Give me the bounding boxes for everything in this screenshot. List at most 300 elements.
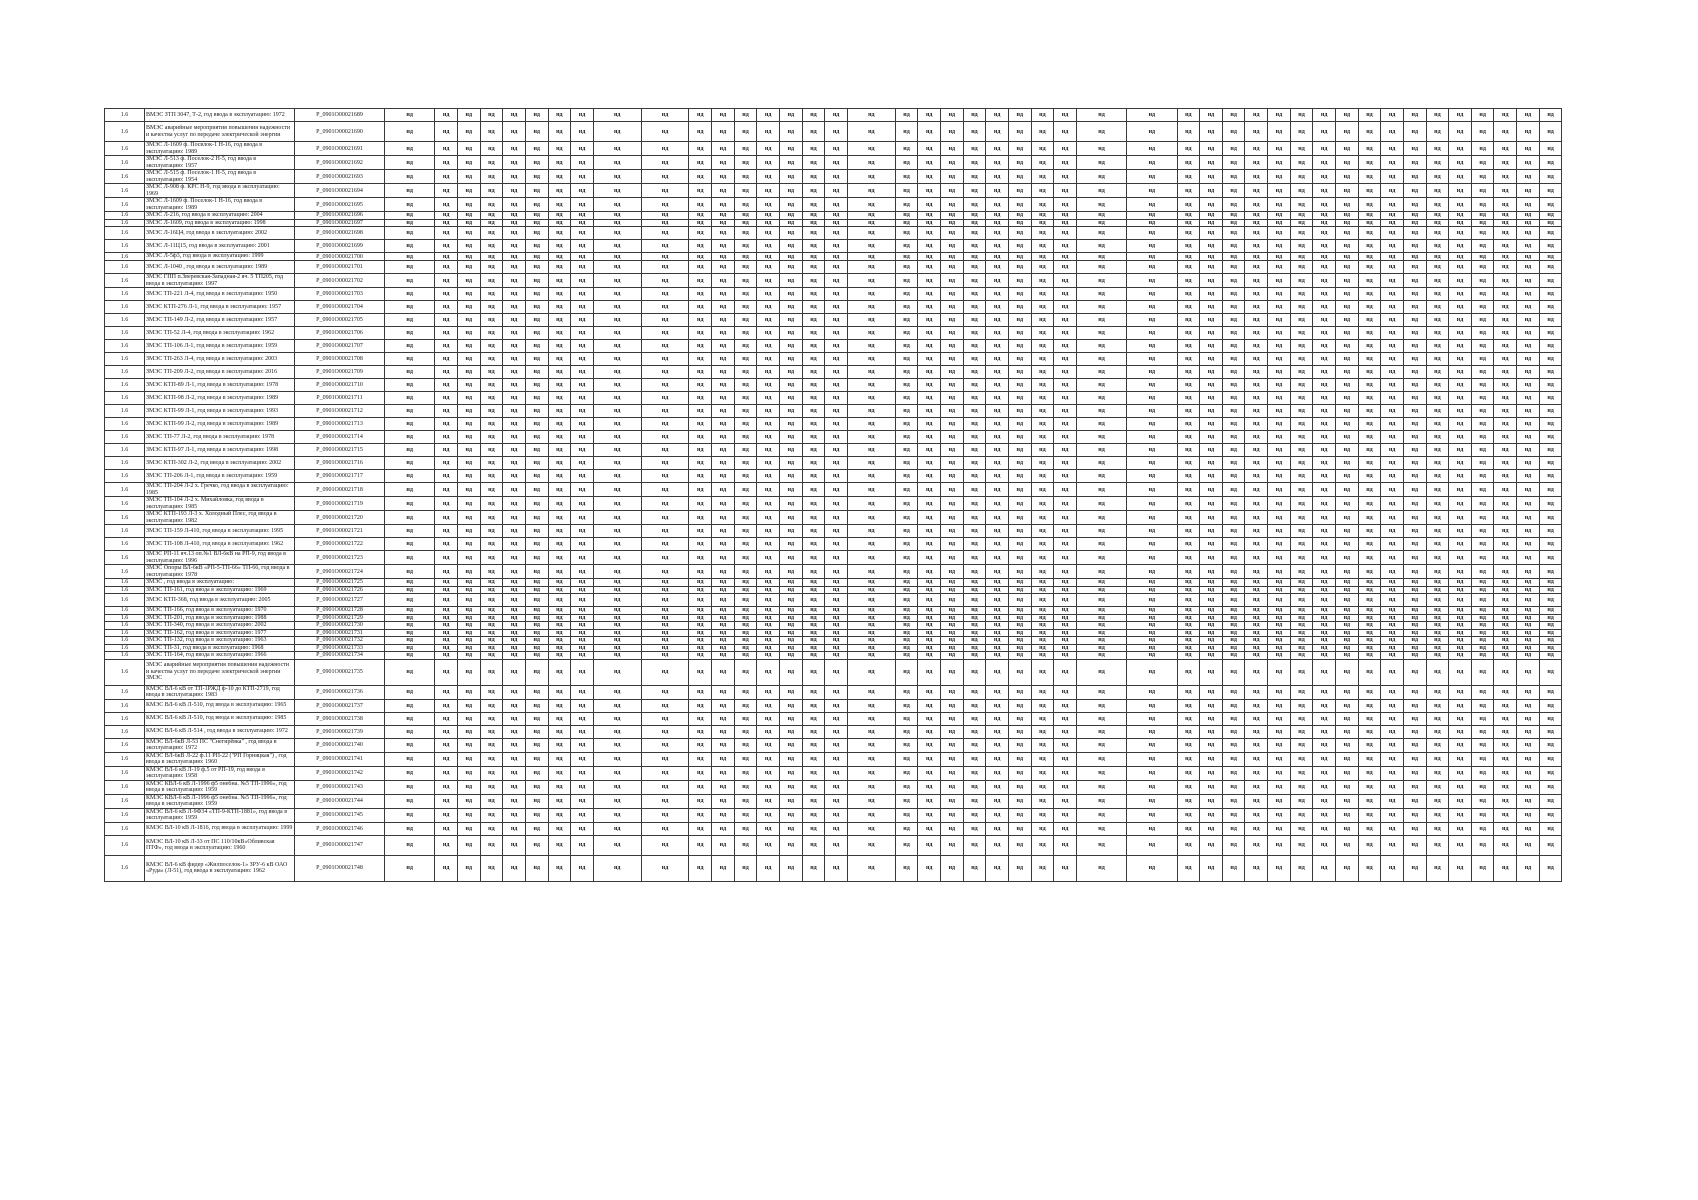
- value-cell: нд: [712, 579, 735, 587]
- value-cell: нд: [1076, 261, 1126, 274]
- value-cell: нд: [1426, 629, 1449, 637]
- value-cell: нд: [712, 405, 735, 418]
- value-cell: нд: [1336, 431, 1359, 444]
- value-cell: нд: [734, 405, 757, 418]
- value-cell: нд: [1471, 699, 1494, 712]
- row-index: 1.6: [105, 579, 145, 587]
- table-row: [105, 170, 1562, 184]
- value-cell: нд: [986, 340, 1009, 353]
- value-cell: нд: [918, 240, 941, 253]
- value-cell: нд: [435, 314, 458, 327]
- value-cell: нд: [757, 586, 780, 594]
- value-cell: нд: [480, 780, 503, 794]
- value-cell: нд: [1403, 579, 1426, 587]
- value-cell: нд: [918, 212, 941, 220]
- value-cell: нд: [712, 392, 735, 405]
- value-cell: нд: [1336, 366, 1359, 379]
- value-cell: нд: [641, 184, 689, 198]
- value-cell: нд: [571, 594, 594, 607]
- value-cell: нд: [1471, 431, 1494, 444]
- value-cell: нд: [1200, 794, 1223, 808]
- project-name: ЗМЭС ТП-104 Л-2 х. Михайловка, год ввода в эксплуатацию: 1985: [145, 497, 295, 511]
- value-cell: нд: [503, 253, 526, 261]
- value-cell: нд: [712, 198, 735, 212]
- value-cell: нд: [895, 170, 918, 184]
- value-cell: нд: [1381, 725, 1404, 738]
- value-cell: нд: [963, 109, 986, 122]
- value-cell: нд: [847, 340, 895, 353]
- value-cell: нд: [1449, 184, 1472, 198]
- value-cell: нд: [1245, 614, 1268, 622]
- value-cell: нд: [1517, 629, 1540, 637]
- value-cell: нд: [1403, 444, 1426, 457]
- value-cell: нд: [435, 483, 458, 497]
- value-cell: нд: [986, 586, 1009, 594]
- value-cell: нд: [1426, 366, 1449, 379]
- value-cell: нд: [780, 431, 803, 444]
- value-cell: нд: [1517, 607, 1540, 615]
- value-cell: нд: [641, 752, 689, 766]
- value-cell: нд: [435, 766, 458, 780]
- value-cell: нд: [941, 170, 964, 184]
- project-name: ЗМЭС Л-1609 ф. Поселок-1 Н-16, год ввода в эксплуатацию: 1989: [145, 198, 295, 212]
- value-cell: нд: [503, 470, 526, 483]
- value-cell: нд: [1539, 314, 1562, 327]
- value-cell: нд: [1403, 156, 1426, 170]
- value-cell: нд: [385, 712, 435, 725]
- value-cell: нд: [1127, 340, 1177, 353]
- value-cell: нд: [641, 227, 689, 240]
- value-cell: нд: [986, 629, 1009, 637]
- value-cell: нд: [641, 392, 689, 405]
- value-cell: нд: [571, 301, 594, 314]
- value-cell: нд: [757, 780, 780, 794]
- value-cell: нд: [1031, 219, 1054, 227]
- value-cell: нд: [1336, 659, 1359, 685]
- value-cell: нд: [963, 253, 986, 261]
- value-cell: нд: [1358, 525, 1381, 538]
- value-cell: нд: [525, 607, 548, 615]
- value-cell: нд: [1449, 366, 1472, 379]
- value-cell: нд: [1177, 822, 1200, 835]
- value-cell: нд: [847, 579, 895, 587]
- value-cell: нд: [525, 418, 548, 431]
- value-cell: нд: [1358, 685, 1381, 699]
- value-cell: нд: [941, 607, 964, 615]
- value-cell: нд: [1008, 327, 1031, 340]
- value-cell: нд: [1222, 808, 1245, 822]
- table-row: [105, 327, 1562, 340]
- value-cell: нд: [1449, 579, 1472, 587]
- value-cell: нд: [1403, 366, 1426, 379]
- value-cell: нд: [593, 712, 641, 725]
- value-cell: нд: [963, 766, 986, 780]
- value-cell: нд: [1449, 327, 1472, 340]
- value-cell: нд: [1290, 261, 1313, 274]
- project-code: P_0901O00021723: [295, 551, 385, 565]
- value-cell: нд: [1177, 353, 1200, 366]
- value-cell: нд: [941, 274, 964, 288]
- value-cell: нд: [1449, 738, 1472, 752]
- value-cell: нд: [1381, 219, 1404, 227]
- value-cell: нд: [548, 497, 571, 511]
- project-name: ЗМЭС ТП-159 Л-410, год ввода в эксплуатацию: 1995: [145, 525, 295, 538]
- value-cell: нд: [1031, 835, 1054, 855]
- value-cell: нд: [847, 379, 895, 392]
- value-cell: нд: [847, 470, 895, 483]
- value-cell: нд: [457, 366, 480, 379]
- value-cell: нд: [1177, 607, 1200, 615]
- value-cell: нд: [941, 156, 964, 170]
- value-cell: нд: [734, 855, 757, 881]
- value-cell: нд: [1290, 565, 1313, 579]
- value-cell: нд: [1539, 586, 1562, 594]
- value-cell: нд: [825, 274, 848, 288]
- value-cell: нд: [1471, 392, 1494, 405]
- value-cell: нд: [941, 659, 964, 685]
- value-cell: нд: [457, 738, 480, 752]
- value-cell: нд: [1449, 418, 1472, 431]
- value-cell: нд: [1268, 685, 1291, 699]
- value-cell: нд: [1336, 738, 1359, 752]
- value-cell: нд: [1290, 274, 1313, 288]
- value-cell: нд: [593, 511, 641, 525]
- value-cell: нд: [1177, 198, 1200, 212]
- value-cell: нд: [986, 288, 1009, 301]
- value-cell: нд: [641, 327, 689, 340]
- value-cell: нд: [1494, 109, 1517, 122]
- row-index: 1.6: [105, 288, 145, 301]
- value-cell: нд: [734, 227, 757, 240]
- value-cell: нд: [1031, 586, 1054, 594]
- value-cell: нд: [1426, 227, 1449, 240]
- value-cell: нд: [689, 170, 712, 184]
- project-name: ЗМЭС Л-1609 ф. Посвлок-1 Н-16, год ввода в эксплуатацию: 1989: [145, 142, 295, 156]
- value-cell: нд: [1008, 483, 1031, 497]
- value-cell: нд: [1177, 227, 1200, 240]
- value-cell: нд: [1449, 822, 1472, 835]
- value-cell: нд: [385, 538, 435, 551]
- value-cell: нд: [593, 470, 641, 483]
- value-cell: нд: [1200, 835, 1223, 855]
- project-code: P_0901O00021702: [295, 274, 385, 288]
- value-cell: нд: [1426, 327, 1449, 340]
- value-cell: нд: [1031, 637, 1054, 645]
- value-cell: нд: [435, 353, 458, 366]
- project-code: P_0901O00021744: [295, 794, 385, 808]
- project-code: P_0901O00021721: [295, 525, 385, 538]
- value-cell: нд: [571, 261, 594, 274]
- value-cell: нд: [1200, 340, 1223, 353]
- value-cell: нд: [734, 808, 757, 822]
- value-cell: нд: [1245, 170, 1268, 184]
- value-cell: нд: [593, 301, 641, 314]
- value-cell: нд: [1539, 170, 1562, 184]
- value-cell: нд: [1127, 579, 1177, 587]
- value-cell: нд: [1471, 579, 1494, 587]
- value-cell: нд: [825, 184, 848, 198]
- value-cell: нд: [1076, 614, 1126, 622]
- value-cell: нд: [1031, 212, 1054, 220]
- value-cell: нд: [593, 457, 641, 470]
- value-cell: нд: [571, 444, 594, 457]
- value-cell: нд: [1268, 392, 1291, 405]
- value-cell: нд: [548, 261, 571, 274]
- value-cell: нд: [847, 794, 895, 808]
- value-cell: нд: [1177, 431, 1200, 444]
- value-cell: нд: [1517, 586, 1540, 594]
- value-cell: нд: [1054, 470, 1077, 483]
- value-cell: нд: [734, 835, 757, 855]
- value-cell: нд: [1403, 198, 1426, 212]
- value-cell: нд: [1177, 738, 1200, 752]
- value-cell: нд: [1008, 184, 1031, 198]
- value-cell: нд: [435, 607, 458, 615]
- value-cell: нд: [963, 538, 986, 551]
- value-cell: нд: [895, 240, 918, 253]
- value-cell: нд: [1517, 184, 1540, 198]
- value-cell: нд: [571, 405, 594, 418]
- value-cell: нд: [1177, 685, 1200, 699]
- value-cell: нд: [1222, 212, 1245, 220]
- value-cell: нд: [1031, 109, 1054, 122]
- value-cell: нд: [503, 418, 526, 431]
- value-cell: нд: [941, 227, 964, 240]
- value-cell: нд: [1290, 511, 1313, 525]
- value-cell: нд: [1358, 780, 1381, 794]
- value-cell: нд: [895, 855, 918, 881]
- value-cell: нд: [503, 594, 526, 607]
- value-cell: нд: [548, 738, 571, 752]
- value-cell: нд: [1336, 261, 1359, 274]
- value-cell: нд: [593, 288, 641, 301]
- value-cell: нд: [1222, 822, 1245, 835]
- value-cell: нд: [435, 340, 458, 353]
- value-cell: нд: [593, 253, 641, 261]
- value-cell: нд: [457, 327, 480, 340]
- value-cell: нд: [480, 659, 503, 685]
- value-cell: нд: [918, 170, 941, 184]
- value-cell: нд: [1245, 579, 1268, 587]
- value-cell: нд: [941, 431, 964, 444]
- value-cell: нд: [1008, 170, 1031, 184]
- value-cell: нд: [1381, 699, 1404, 712]
- value-cell: нд: [963, 644, 986, 652]
- value-cell: нд: [918, 444, 941, 457]
- value-cell: нд: [457, 551, 480, 565]
- value-cell: нд: [1313, 794, 1336, 808]
- value-cell: нд: [895, 614, 918, 622]
- value-cell: нд: [986, 579, 1009, 587]
- value-cell: нд: [689, 511, 712, 525]
- value-cell: нд: [1008, 685, 1031, 699]
- project-code: P_0901O00021741: [295, 752, 385, 766]
- value-cell: нд: [1200, 261, 1223, 274]
- value-cell: нд: [1222, 253, 1245, 261]
- value-cell: нд: [480, 379, 503, 392]
- value-cell: нд: [734, 614, 757, 622]
- value-cell: нд: [734, 565, 757, 579]
- value-cell: нд: [1076, 822, 1126, 835]
- value-cell: нд: [986, 431, 1009, 444]
- value-cell: нд: [757, 565, 780, 579]
- value-cell: нд: [1054, 586, 1077, 594]
- value-cell: нд: [385, 353, 435, 366]
- value-cell: нд: [1200, 614, 1223, 622]
- value-cell: нд: [1245, 712, 1268, 725]
- value-cell: нд: [712, 379, 735, 392]
- value-cell: нд: [1008, 607, 1031, 615]
- value-cell: нд: [1290, 327, 1313, 340]
- value-cell: нд: [1539, 652, 1562, 660]
- value-cell: нд: [941, 565, 964, 579]
- value-cell: нд: [593, 822, 641, 835]
- value-cell: нд: [385, 340, 435, 353]
- value-cell: нд: [1336, 156, 1359, 170]
- value-cell: нд: [689, 586, 712, 594]
- value-cell: нд: [641, 301, 689, 314]
- value-cell: нд: [525, 644, 548, 652]
- value-cell: нд: [503, 565, 526, 579]
- value-cell: нд: [802, 551, 825, 565]
- value-cell: нд: [435, 725, 458, 738]
- value-cell: нд: [1177, 565, 1200, 579]
- value-cell: нд: [689, 470, 712, 483]
- value-cell: нд: [1494, 685, 1517, 699]
- value-cell: нд: [757, 835, 780, 855]
- value-cell: нд: [1403, 240, 1426, 253]
- value-cell: нд: [895, 538, 918, 551]
- value-cell: нд: [986, 261, 1009, 274]
- value-cell: нд: [435, 227, 458, 240]
- value-cell: нд: [963, 366, 986, 379]
- value-cell: нд: [941, 725, 964, 738]
- value-cell: нд: [503, 835, 526, 855]
- value-cell: нд: [1471, 525, 1494, 538]
- table-row: [105, 444, 1562, 457]
- value-cell: нд: [918, 227, 941, 240]
- value-cell: нд: [986, 170, 1009, 184]
- value-cell: нд: [1358, 579, 1381, 587]
- value-cell: нд: [1290, 366, 1313, 379]
- value-cell: нд: [1054, 637, 1077, 645]
- value-cell: нд: [918, 538, 941, 551]
- project-name: ЗМЭС Л-1040 , год ввода в эксплуатацию: 1989: [145, 261, 295, 274]
- value-cell: нд: [435, 855, 458, 881]
- value-cell: нд: [825, 314, 848, 327]
- value-cell: нд: [1268, 835, 1291, 855]
- value-cell: нд: [435, 511, 458, 525]
- value-cell: нд: [1245, 835, 1268, 855]
- value-cell: нд: [712, 142, 735, 156]
- value-cell: нд: [641, 551, 689, 565]
- project-name: ЗМЭС Л-1609, год ввода в эксплуатацию: 1998: [145, 219, 295, 227]
- value-cell: нд: [1336, 274, 1359, 288]
- value-cell: нд: [847, 366, 895, 379]
- value-cell: нд: [1200, 525, 1223, 538]
- value-cell: нд: [1076, 340, 1126, 353]
- value-cell: нд: [1290, 301, 1313, 314]
- value-cell: нд: [1177, 274, 1200, 288]
- value-cell: нд: [1268, 594, 1291, 607]
- value-cell: нд: [1426, 579, 1449, 587]
- value-cell: нд: [385, 274, 435, 288]
- value-cell: нд: [1200, 219, 1223, 227]
- value-cell: нд: [825, 586, 848, 594]
- value-cell: нд: [918, 780, 941, 794]
- project-code: P_0901O00021728: [295, 607, 385, 615]
- value-cell: нд: [435, 379, 458, 392]
- value-cell: нд: [548, 511, 571, 525]
- value-cell: нд: [593, 659, 641, 685]
- value-cell: нд: [1222, 227, 1245, 240]
- value-cell: нд: [1245, 538, 1268, 551]
- value-cell: нд: [689, 198, 712, 212]
- value-cell: нд: [1426, 240, 1449, 253]
- value-cell: нд: [571, 184, 594, 198]
- value-cell: нд: [895, 766, 918, 780]
- value-cell: нд: [1358, 822, 1381, 835]
- value-cell: нд: [1076, 314, 1126, 327]
- value-cell: нд: [689, 274, 712, 288]
- value-cell: нд: [457, 405, 480, 418]
- value-cell: нд: [1245, 392, 1268, 405]
- value-cell: нд: [1426, 301, 1449, 314]
- value-cell: нд: [780, 644, 803, 652]
- value-cell: нд: [503, 685, 526, 699]
- value-cell: нд: [1245, 219, 1268, 227]
- value-cell: нд: [548, 470, 571, 483]
- value-cell: нд: [963, 835, 986, 855]
- value-cell: нд: [963, 822, 986, 835]
- value-cell: нд: [1177, 752, 1200, 766]
- value-cell: нд: [825, 418, 848, 431]
- value-cell: нд: [1031, 794, 1054, 808]
- value-cell: нд: [1539, 551, 1562, 565]
- value-cell: нд: [1426, 353, 1449, 366]
- value-cell: нд: [1008, 738, 1031, 752]
- value-cell: нд: [571, 538, 594, 551]
- value-cell: нд: [1313, 685, 1336, 699]
- value-cell: нд: [1449, 353, 1472, 366]
- value-cell: нд: [1008, 659, 1031, 685]
- value-cell: нд: [1403, 614, 1426, 622]
- value-cell: нд: [1539, 594, 1562, 607]
- value-cell: нд: [1290, 340, 1313, 353]
- value-cell: нд: [641, 766, 689, 780]
- value-cell: нд: [802, 240, 825, 253]
- value-cell: нд: [1403, 314, 1426, 327]
- value-cell: нд: [1517, 525, 1540, 538]
- value-cell: нд: [1358, 622, 1381, 630]
- value-cell: нд: [802, 327, 825, 340]
- value-cell: нд: [963, 227, 986, 240]
- value-cell: нд: [571, 353, 594, 366]
- value-cell: нд: [780, 301, 803, 314]
- value-cell: нд: [1517, 470, 1540, 483]
- value-cell: нд: [385, 184, 435, 198]
- value-cell: нд: [734, 431, 757, 444]
- row-index: 1.6: [105, 170, 145, 184]
- value-cell: нд: [734, 637, 757, 645]
- value-cell: нд: [1290, 637, 1313, 645]
- value-cell: нд: [1290, 629, 1313, 637]
- value-cell: нд: [385, 253, 435, 261]
- value-cell: нд: [1381, 637, 1404, 645]
- value-cell: нд: [1403, 629, 1426, 637]
- value-cell: нд: [480, 170, 503, 184]
- value-cell: нд: [1054, 629, 1077, 637]
